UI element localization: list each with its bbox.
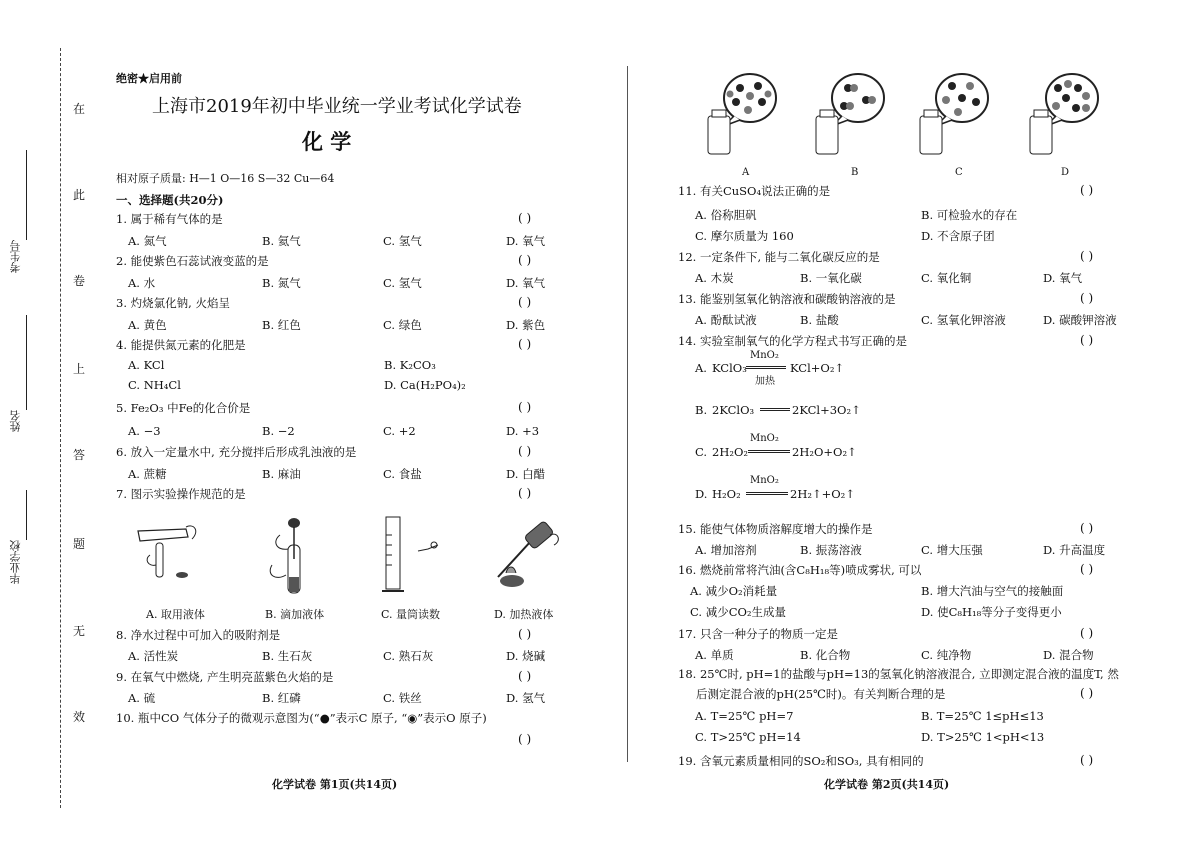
figure-label: D — [1061, 167, 1070, 178]
question-stem: 19. 含氧元素质量相同的SO₂和SO₃, 具有相同的 — [678, 754, 924, 768]
question-stem: 2. 能使紫色石蕊试液变蓝的是 — [116, 254, 269, 268]
option: C. 食盐 — [383, 467, 422, 481]
equation-condition: MnO₂ — [750, 475, 779, 486]
seal-char: 答 — [73, 448, 86, 462]
option: D. Ca(H₂PO₄)₂ — [384, 378, 466, 392]
question-stem: 5. Fe₂O₃ 中Fe的化合价是 — [116, 401, 251, 415]
option: B. T=25℃ 1≤pH≤13 — [921, 709, 1044, 723]
question-stem: 8. 净水过程中可加入的吸附剂是 — [116, 628, 281, 642]
equation-label: B. — [695, 403, 708, 417]
molecule-figure-c — [912, 70, 992, 158]
name-label: 姓名 — [9, 410, 22, 432]
option: D. 白醋 — [506, 467, 546, 481]
option: A. 木炭 — [695, 271, 734, 285]
option: A. 蔗糖 — [128, 467, 167, 481]
question-stem: 15. 能使气体物质溶解度增大的操作是 — [678, 522, 873, 536]
question-stem: 4. 能提供氮元素的化肥是 — [116, 338, 246, 352]
answer-paren: ( ) — [1080, 521, 1094, 535]
option: A. T=25℃ pH=7 — [695, 709, 794, 723]
option: B. 盐酸 — [800, 313, 839, 327]
equation-condition: MnO₂ — [750, 350, 779, 361]
answer-paren: ( ) — [518, 253, 532, 267]
equation-arrow — [748, 450, 790, 453]
equation-lhs: 2KClO₃ — [712, 403, 755, 417]
option: A. 俗称胆矾 — [695, 208, 757, 222]
option: B. 红色 — [262, 318, 301, 332]
equation-label: D. — [695, 487, 708, 501]
equation-lhs: H₂O₂ — [712, 487, 741, 501]
answer-paren: ( ) — [1080, 753, 1094, 767]
heating-liquid-illustration — [488, 515, 568, 593]
option: D. 混合物 — [1043, 648, 1094, 662]
option: C. 增大压强 — [921, 543, 983, 557]
equation-rhs: 2H₂O+O₂↑ — [792, 445, 857, 459]
answer-paren: ( ) — [518, 669, 532, 683]
seal-char: 无 — [73, 624, 86, 638]
seal-char: 在 — [73, 102, 86, 116]
exam-number-line — [26, 150, 27, 240]
option: D. 碳酸钾溶液 — [1043, 313, 1117, 327]
option: D. +3 — [506, 424, 540, 438]
option: C. 纯净物 — [921, 648, 972, 662]
option: A. 水 — [128, 276, 156, 290]
option: D. 氧气 — [1043, 271, 1083, 285]
seal-char: 上 — [73, 362, 86, 376]
option: C. NH₄Cl — [128, 378, 181, 392]
equation-arrow — [746, 492, 788, 495]
school-label: 毕业学校 — [9, 540, 22, 584]
question-stem: 16. 燃烧前常将汽油(含C₈H₁₈等)喷成雾状, 可以 — [678, 563, 922, 577]
answer-paren: ( ) — [518, 486, 532, 500]
option: B. 振荡溶液 — [800, 543, 862, 557]
option: A. 硫 — [128, 691, 156, 705]
answer-paren: ( ) — [1080, 626, 1094, 640]
answer-paren: ( ) — [518, 295, 532, 309]
equation-label: A. — [695, 361, 707, 375]
equation-rhs: KCl+O₂↑ — [790, 361, 845, 375]
question-stem: 9. 在氧气中燃烧, 产生明亮蓝紫色火焰的是 — [116, 670, 334, 684]
option: A. −3 — [128, 424, 161, 438]
answer-paren: ( ) — [518, 732, 532, 746]
option: B. K₂CO₃ — [384, 358, 436, 372]
page-footer: 化学试卷 第2页(共14页) — [824, 778, 950, 791]
option: C. T>25℃ pH=14 — [695, 730, 801, 744]
equation-rhs: 2H₂↑+O₂↑ — [790, 487, 855, 501]
page-footer: 化学试卷 第1页(共14页) — [272, 778, 398, 791]
equation-condition: MnO₂ — [750, 433, 779, 444]
option: D. 使C₈H₁₈等分子变得更小 — [921, 605, 1062, 619]
equation-condition: 加热 — [755, 376, 775, 387]
option: C. 铁丝 — [383, 691, 422, 705]
option: A. 单质 — [695, 648, 734, 662]
option: D. 氧气 — [506, 276, 546, 290]
dropper-illustration — [262, 515, 322, 599]
question-stem: 3. 灼烧氯化钠, 火焰呈 — [116, 296, 230, 310]
option: B. 化合物 — [800, 648, 851, 662]
option: A. 活性炭 — [128, 649, 179, 663]
secret-mark: 绝密★启用前 — [116, 72, 182, 85]
option: C. 氧化铜 — [921, 271, 972, 285]
answer-paren: ( ) — [1080, 686, 1094, 700]
seal-char: 效 — [73, 710, 86, 724]
question-stem: 1. 属于稀有气体的是 — [116, 212, 223, 226]
figure-label: A — [742, 167, 750, 178]
page-divider — [627, 66, 628, 762]
answer-paren: ( ) — [518, 627, 532, 641]
option: D. 烧碱 — [506, 649, 546, 663]
equation-label: C. — [695, 445, 708, 459]
option: B. 一氧化碳 — [800, 271, 862, 285]
exam-title: 上海市2019年初中毕业统一学业考试化学试卷 — [152, 96, 522, 117]
question-stem: 12. 一定条件下, 能与二氧化碳反应的是 — [678, 250, 880, 264]
binding-dashed-line — [60, 48, 61, 808]
molecule-figure-b — [808, 70, 888, 158]
option: C. 减少CO₂生成量 — [690, 605, 787, 619]
pour-liquid-illustration — [130, 515, 205, 583]
answer-paren: ( ) — [1080, 333, 1094, 347]
option: D. 氢气 — [506, 691, 546, 705]
name-line — [26, 315, 27, 410]
question-stem-continued: 后测定混合液的pH(25℃时)。有关判断合理的是 — [696, 687, 946, 701]
option: B. 增大汽油与空气的接触面 — [921, 584, 1064, 598]
answer-paren: ( ) — [1080, 183, 1094, 197]
school-line — [26, 490, 27, 540]
option: B. 氮气 — [262, 276, 301, 290]
equation-rhs: 2KCl+3O₂↑ — [792, 403, 861, 417]
seal-char: 此 — [73, 188, 86, 202]
exam-number-label: 考生号 — [9, 240, 22, 273]
question-stem: 11. 有关CuSO₄说法正确的是 — [678, 184, 831, 198]
option: B. −2 — [262, 424, 295, 438]
answer-paren: ( ) — [518, 337, 532, 351]
option: C. 氢氧化钾溶液 — [921, 313, 1006, 327]
option: A. 增加溶剂 — [695, 543, 757, 557]
option: A. 黄色 — [128, 318, 167, 332]
figure-caption: D. 加热液体 — [494, 608, 554, 621]
answer-paren: ( ) — [1080, 291, 1094, 305]
subject-heading: 化 学 — [302, 129, 352, 154]
option: A. 酚酞试液 — [695, 313, 757, 327]
question-stem: 10. 瓶中CO 气体分子的微观示意图为(“●”表示C 原子, “◉”表示O 原子) — [116, 711, 487, 725]
answer-paren: ( ) — [518, 400, 532, 414]
answer-paren: ( ) — [518, 211, 532, 225]
option: D. 氧气 — [506, 234, 546, 248]
option: D. 紫色 — [506, 318, 546, 332]
figure-label: C — [955, 167, 963, 178]
option: B. 麻油 — [262, 467, 301, 481]
option: B. 生石灰 — [262, 649, 313, 663]
option: C. 摩尔质量为 160 — [695, 229, 794, 243]
equation-arrow — [746, 366, 786, 369]
option: C. 熟石灰 — [383, 649, 434, 663]
equation-arrow — [760, 408, 790, 411]
question-stem: 7. 图示实验操作规范的是 — [116, 487, 246, 501]
answer-paren: ( ) — [1080, 249, 1094, 263]
equation-lhs: KClO₃ — [712, 361, 747, 375]
figure-caption: A. 取用液体 — [146, 608, 205, 621]
question-stem: 13. 能鉴别氢氧化钠溶液和碳酸钠溶液的是 — [678, 292, 896, 306]
question-stem: 17. 只含一种分子的物质一定是 — [678, 627, 838, 641]
option: B. 红磷 — [262, 691, 301, 705]
atomic-mass-line: 相对原子质量: H—1 O—16 S—32 Cu—64 — [116, 172, 335, 185]
option: C. 氢气 — [383, 276, 422, 290]
option: A. 减少O₂消耗量 — [690, 584, 778, 598]
seal-char: 卷 — [73, 274, 86, 288]
answer-paren: ( ) — [518, 444, 532, 458]
option: B. 氦气 — [262, 234, 301, 248]
answer-paren: ( ) — [1080, 562, 1094, 576]
molecule-figure-a — [700, 70, 780, 158]
option: D. 升高温度 — [1043, 543, 1106, 557]
seal-char: 题 — [73, 537, 86, 551]
option: A. KCl — [128, 358, 165, 372]
option: A. 氮气 — [128, 234, 167, 248]
figure-label: B — [851, 167, 859, 178]
option: D. T>25℃ 1<pH<13 — [921, 730, 1045, 744]
question-stem: 14. 实验室制氧气的化学方程式书写正确的是 — [678, 334, 907, 348]
option: C. 绿色 — [383, 318, 422, 332]
question-stem: 18. 25℃时, pH=1的盐酸与pH=13的氢氧化钠溶液混合, 立即测定混合液的温度T, 然 — [678, 667, 1119, 681]
option: C. 氢气 — [383, 234, 422, 248]
equation-lhs: 2H₂O₂ — [712, 445, 748, 459]
option: B. 可检验水的存在 — [921, 208, 1018, 222]
option: C. +2 — [383, 424, 416, 438]
figure-caption: B. 滴加液体 — [265, 608, 325, 621]
option: D. 不含原子团 — [921, 229, 995, 243]
figure-caption: C. 量筒读数 — [381, 608, 441, 621]
section-heading: 一、选择题(共20分) — [116, 193, 224, 207]
graduated-cylinder-illustration — [378, 515, 448, 597]
molecule-figure-d — [1022, 70, 1102, 158]
question-stem: 6. 放入一定量水中, 充分搅拌后形成乳浊液的是 — [116, 445, 357, 459]
